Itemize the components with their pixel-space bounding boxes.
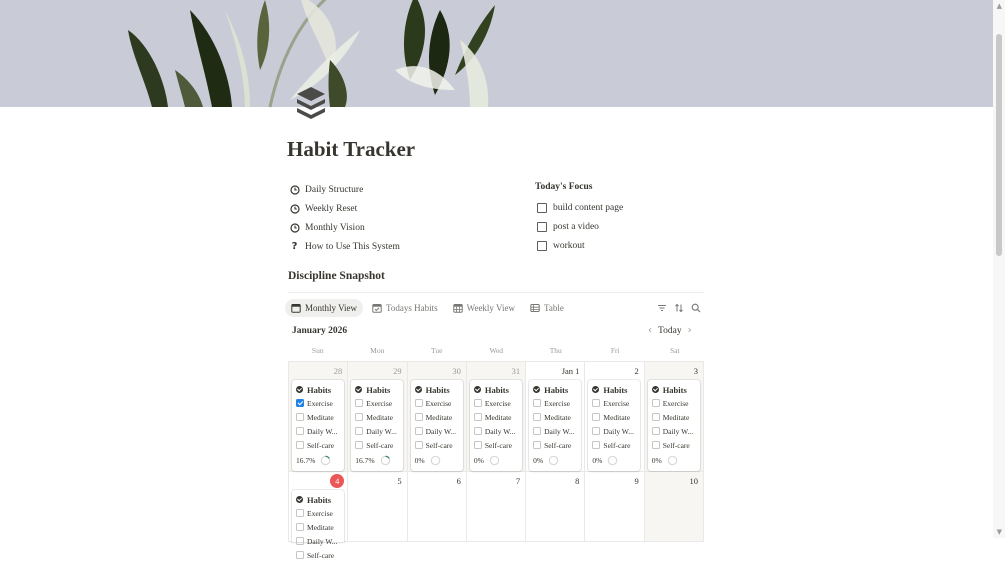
habit-checkbox[interactable]	[355, 441, 363, 449]
habit-item[interactable]	[474, 424, 518, 438]
check-circle-icon	[296, 496, 303, 503]
weekday-label: Sat	[669, 346, 680, 355]
habit-item[interactable]	[474, 396, 518, 410]
habit-item[interactable]	[592, 424, 636, 438]
habit-card-title[interactable]	[652, 383, 696, 396]
habit-label: Daily W...	[425, 426, 456, 436]
habit-checkbox[interactable]	[296, 399, 304, 407]
habit-label: Meditate	[662, 412, 690, 422]
habit-checkbox[interactable]	[355, 413, 363, 421]
habit-checkbox[interactable]	[296, 413, 304, 421]
calendar-grid	[288, 361, 704, 560]
today-date-badge: 4	[330, 474, 344, 488]
check-circle-icon	[355, 386, 362, 393]
calendar-grid-icon	[453, 303, 463, 313]
calendar-day[interactable]	[526, 472, 585, 542]
habit-checkbox[interactable]	[652, 413, 660, 421]
habit-checkbox[interactable]	[652, 441, 660, 449]
habit-label: Exercise	[307, 398, 333, 408]
habit-label: Self-care	[307, 440, 335, 450]
calendar-day[interactable]	[467, 472, 526, 542]
progress-ring-icon	[320, 455, 331, 466]
progress-ring-icon	[548, 455, 559, 466]
habit-item[interactable]	[592, 396, 636, 410]
habit-checkbox[interactable]	[415, 413, 423, 421]
habit-card-label: Habits	[484, 384, 509, 395]
link-weekly-reset[interactable]	[289, 199, 400, 218]
habit-label: Self-care	[544, 440, 572, 450]
habit-checkbox[interactable]	[592, 441, 600, 449]
calendar-day[interactable]	[585, 472, 644, 542]
habit-card-title[interactable]	[474, 383, 518, 396]
habit-checkbox[interactable]	[296, 523, 304, 531]
habit-card[interactable]	[588, 380, 640, 471]
habit-label: Self-care	[425, 440, 453, 450]
habit-checkbox[interactable]	[474, 399, 482, 407]
habit-card-label: Habits	[425, 384, 450, 395]
habit-label: Exercise	[662, 398, 689, 408]
link-list	[289, 180, 400, 256]
todo-label[interactable]: post a video	[553, 221, 599, 232]
habit-item[interactable]	[592, 438, 636, 452]
todo-item[interactable]	[535, 217, 623, 236]
habit-checkbox[interactable]	[474, 427, 482, 435]
check-circle-icon	[474, 386, 481, 393]
habit-card[interactable]	[648, 380, 700, 471]
habit-item[interactable]	[652, 410, 696, 424]
day-number: 8	[575, 476, 580, 486]
habit-card-label: Habits	[307, 384, 332, 395]
habit-progress	[415, 453, 459, 467]
day-number: 29	[393, 366, 402, 376]
habit-label: Daily W...	[307, 426, 338, 436]
habit-item[interactable]	[415, 424, 459, 438]
calendar-day[interactable]	[408, 362, 467, 472]
habit-label: Exercise	[484, 398, 511, 408]
habit-card[interactable]	[292, 490, 344, 560]
weekday-label: Fri	[610, 346, 620, 355]
calendar-day[interactable]	[645, 472, 704, 542]
progress-value: 0%	[651, 455, 662, 465]
habit-card-title[interactable]	[355, 383, 399, 396]
habit-checkbox[interactable]	[296, 427, 304, 435]
month-label: January 2026	[292, 326, 348, 336]
habit-checkbox[interactable]	[415, 399, 423, 407]
habit-item[interactable]	[296, 424, 340, 438]
calendar-day[interactable]	[408, 472, 467, 542]
todo-label[interactable]: build content page	[553, 202, 624, 213]
habit-item[interactable]	[296, 396, 340, 410]
link-how-to-use[interactable]	[289, 237, 400, 256]
habit-card-label: Habits	[366, 384, 391, 395]
day-number: 2	[634, 366, 639, 376]
habit-label: Meditate	[307, 522, 334, 532]
habit-label: Self-care	[366, 440, 394, 450]
day-number: 28	[333, 366, 343, 376]
habit-card-title[interactable]	[415, 383, 459, 396]
weekday-header	[288, 346, 705, 355]
tab-weekly-view[interactable]	[447, 299, 521, 317]
progress-ring-icon	[607, 455, 618, 466]
habit-checkbox[interactable]	[592, 427, 600, 435]
layers-icon[interactable]	[292, 85, 330, 125]
habit-item[interactable]	[296, 506, 340, 520]
tab-monthly-view[interactable]	[285, 299, 363, 317]
cover-image	[0, 0, 993, 107]
habit-item[interactable]	[652, 438, 696, 452]
habit-item[interactable]	[415, 438, 459, 452]
habit-card-label: Habits	[603, 384, 628, 395]
day-number: Jan 1	[561, 366, 580, 376]
habit-label: Exercise	[603, 398, 630, 408]
tab-label[interactable]: Table	[543, 303, 564, 313]
habit-item[interactable]	[355, 438, 399, 452]
habit-label: Self-care	[662, 440, 690, 450]
habit-checkbox[interactable]	[652, 427, 660, 435]
habit-item[interactable]	[652, 396, 696, 410]
todo-checkbox[interactable]	[537, 222, 547, 232]
weekday-label: Thu	[549, 346, 562, 355]
calendar-day[interactable]	[289, 472, 348, 560]
habit-item[interactable]	[533, 410, 577, 424]
calendar-week	[289, 472, 704, 560]
sort-icon[interactable]	[673, 302, 684, 314]
scrollbar[interactable]	[993, 0, 1005, 538]
habit-card-title[interactable]	[533, 383, 577, 396]
calendar-day[interactable]	[467, 362, 526, 472]
calendar-check-icon	[372, 303, 382, 313]
habit-label: Exercise	[307, 508, 333, 518]
habit-item[interactable]	[533, 396, 577, 410]
habit-card[interactable]	[351, 380, 403, 471]
todo-item[interactable]	[535, 198, 623, 217]
habit-progress	[592, 453, 636, 467]
habit-checkbox[interactable]	[415, 427, 423, 435]
calendar-week	[289, 362, 704, 472]
progress-value: 16.7%	[355, 455, 375, 465]
check-circle-icon	[533, 386, 540, 393]
progress-value: 0%	[414, 455, 425, 465]
day-number: 9	[634, 476, 639, 486]
tab-label[interactable]: Weekly View	[466, 303, 515, 313]
habit-checkbox[interactable]	[474, 441, 482, 449]
habit-item[interactable]	[474, 410, 518, 424]
habit-progress	[533, 453, 577, 467]
habit-item[interactable]	[296, 438, 340, 452]
habit-item[interactable]	[296, 520, 340, 534]
view-tabs	[285, 299, 573, 317]
habit-label: Daily W...	[662, 426, 694, 436]
link-label[interactable]: Weekly Reset	[305, 203, 358, 214]
check-circle-icon	[296, 386, 303, 393]
habit-checkbox[interactable]	[415, 441, 423, 449]
chevron-right-icon[interactable]: ›	[687, 325, 692, 336]
day-number: 30	[452, 366, 461, 376]
day-number: 7	[515, 476, 521, 486]
day-number: 3	[693, 366, 698, 376]
tab-label[interactable]: Todays Habits	[386, 303, 438, 313]
habit-label: Exercise	[366, 398, 393, 408]
habit-label: Meditate	[544, 412, 571, 422]
progress-ring-icon	[667, 455, 678, 466]
todo-checkbox[interactable]	[537, 203, 547, 213]
todo-label[interactable]: workout	[553, 240, 585, 251]
habit-item[interactable]	[296, 534, 340, 548]
calendar-icon	[291, 303, 301, 313]
todays-focus	[535, 180, 623, 255]
habit-item[interactable]	[355, 424, 399, 438]
habit-checkbox[interactable]	[652, 399, 660, 407]
weekday-label: Wed	[489, 346, 504, 355]
habit-label: Self-care	[484, 440, 512, 450]
habit-label: Daily W...	[307, 536, 338, 546]
weekday-label: Sun	[311, 346, 324, 355]
habit-card-title[interactable]	[296, 493, 340, 506]
habit-label: Meditate	[603, 412, 631, 422]
check-circle-icon	[415, 386, 422, 393]
check-circle-icon	[652, 386, 659, 393]
calendar-day[interactable]	[289, 362, 348, 472]
progress-value: 16.7%	[296, 455, 316, 465]
habit-card[interactable]	[529, 380, 581, 471]
habit-progress	[652, 453, 696, 467]
habit-label: Self-care	[307, 550, 335, 560]
habit-progress	[296, 453, 340, 467]
habit-label: Exercise	[544, 398, 570, 408]
habit-progress	[474, 453, 518, 467]
scroll-thumb[interactable]	[996, 34, 1002, 256]
progress-ring-icon	[489, 455, 500, 466]
weekday-label: Mon	[370, 346, 385, 355]
link-label[interactable]: Monthly Vision	[305, 222, 365, 233]
habit-checkbox[interactable]	[296, 509, 304, 517]
habit-card[interactable]	[470, 380, 522, 471]
tab-table[interactable]	[524, 299, 570, 317]
habit-label: Daily W...	[366, 426, 397, 436]
view-tools	[656, 302, 701, 314]
habit-label: Self-care	[603, 440, 631, 450]
link-monthly-vision[interactable]	[289, 218, 400, 237]
link-label[interactable]: How to Use This System	[305, 241, 400, 252]
weekday-label: Tue	[431, 346, 443, 355]
tab-todays-habits[interactable]	[366, 299, 444, 317]
habit-item[interactable]	[592, 410, 636, 424]
habit-card-title[interactable]	[592, 383, 636, 396]
habit-progress	[355, 453, 399, 467]
habit-item[interactable]	[355, 410, 399, 424]
habit-checkbox[interactable]	[474, 413, 482, 421]
day-number: 5	[397, 476, 402, 486]
question-icon: ?	[291, 241, 298, 252]
search-icon[interactable]	[690, 302, 701, 314]
day-number: 6	[456, 476, 461, 486]
section-heading[interactable]: Discipline Snapshot	[288, 270, 385, 282]
habit-checkbox[interactable]	[533, 413, 541, 421]
habit-label: Daily W...	[603, 426, 634, 436]
habit-item[interactable]	[533, 438, 577, 452]
habit-card-label: Habits	[544, 384, 569, 395]
habit-checkbox[interactable]	[533, 399, 541, 407]
progress-value: 0%	[592, 455, 603, 465]
habit-item[interactable]	[415, 410, 459, 424]
habit-card[interactable]	[292, 380, 344, 471]
habit-item[interactable]	[355, 396, 399, 410]
habit-label: Meditate	[307, 412, 334, 422]
habit-label: Daily W...	[544, 426, 575, 436]
habit-item[interactable]	[296, 548, 340, 562]
habit-card[interactable]	[411, 380, 463, 471]
habit-checkbox[interactable]	[533, 427, 541, 435]
habit-label: Exercise	[425, 398, 452, 408]
scroll-down-icon[interactable]: ▼	[996, 528, 1002, 536]
habit-label: Meditate	[484, 412, 512, 422]
habit-checkbox[interactable]	[355, 399, 363, 407]
habit-card-title[interactable]	[296, 383, 340, 396]
check-circle-icon	[592, 386, 599, 393]
habit-checkbox[interactable]	[296, 537, 304, 545]
link-label[interactable]: Daily Structure	[305, 184, 364, 195]
clock-icon	[289, 184, 300, 195]
habit-item[interactable]	[533, 424, 577, 438]
habit-card-label: Habits	[662, 384, 687, 395]
chevron-left-icon[interactable]: ‹	[648, 325, 652, 336]
progress-value: 0%	[533, 455, 544, 465]
habit-checkbox[interactable]	[355, 427, 363, 435]
day-number: 10	[689, 476, 698, 486]
calendar-day[interactable]	[645, 362, 704, 472]
habit-checkbox[interactable]	[592, 399, 600, 407]
scroll-up-icon[interactable]: ▲	[996, 2, 1002, 10]
habit-item[interactable]	[474, 438, 518, 452]
divider	[288, 292, 704, 293]
table-icon	[530, 303, 540, 313]
habit-checkbox[interactable]	[592, 413, 600, 421]
focus-heading: Today's Focus	[535, 182, 593, 192]
calendar-day[interactable]	[348, 362, 407, 472]
habit-item[interactable]	[415, 396, 459, 410]
habit-checkbox[interactable]	[296, 441, 304, 449]
calendar-day[interactable]	[348, 472, 407, 542]
clock-icon	[289, 203, 300, 214]
link-daily-structure[interactable]	[289, 180, 400, 199]
habit-card-label: Habits	[307, 494, 332, 505]
progress-ring-icon	[380, 455, 391, 466]
today-button[interactable]: Today	[658, 325, 682, 336]
filter-icon[interactable]	[656, 302, 667, 314]
habit-checkbox[interactable]	[296, 551, 304, 559]
todo-item[interactable]	[535, 236, 623, 255]
habit-label: Meditate	[366, 412, 393, 422]
habit-item[interactable]	[296, 410, 340, 424]
page-title[interactable]: Habit Tracker	[287, 137, 416, 161]
clock-icon	[289, 222, 300, 233]
todo-checkbox[interactable]	[537, 241, 547, 251]
olive-branch-illustration	[0, 0, 993, 107]
habit-checkbox[interactable]	[533, 441, 541, 449]
day-number: 31	[511, 366, 521, 376]
calendar-day[interactable]	[585, 362, 644, 472]
habit-item[interactable]	[652, 424, 696, 438]
progress-value: 0%	[473, 455, 484, 465]
habit-label: Daily W...	[484, 426, 516, 436]
month-navigation	[648, 325, 692, 336]
progress-ring-icon	[430, 455, 441, 466]
calendar-day[interactable]	[526, 362, 585, 472]
habit-label: Meditate	[425, 412, 453, 422]
tab-label[interactable]: Monthly View	[305, 303, 358, 313]
